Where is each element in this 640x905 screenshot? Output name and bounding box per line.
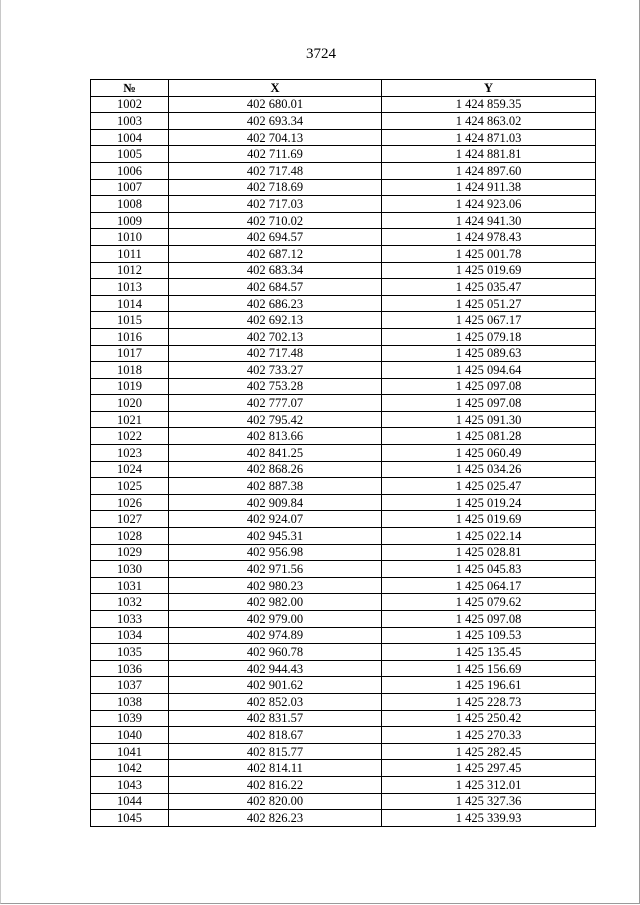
x-coordinate-cell: 402 692.13 [169,312,382,329]
coordinates-table [90,79,596,827]
table-row [91,693,596,710]
x-coordinate-cell: 402 813.66 [169,428,382,445]
x-coordinate-cell: 402 971.56 [169,561,382,578]
point-number-cell: 1014 [91,295,169,312]
y-coordinate-cell: 1 425 067.17 [382,312,596,329]
x-coordinate-cell: 402 717.03 [169,196,382,213]
x-coordinate-cell: 402 687.12 [169,245,382,262]
point-number-cell: 1007 [91,179,169,196]
point-number-cell: 1016 [91,328,169,345]
y-coordinate-cell: 1 424 978.43 [382,229,596,246]
point-number-cell: 1041 [91,743,169,760]
x-coordinate-cell: 402 945.31 [169,528,382,545]
x-coordinate-cell: 402 777.07 [169,395,382,412]
x-coordinate-cell: 402 980.23 [169,577,382,594]
y-coordinate-cell: 1 424 897.60 [382,162,596,179]
x-coordinate-cell: 402 815.77 [169,743,382,760]
table-row [91,279,596,296]
y-coordinate-cell: 1 424 941.30 [382,212,596,229]
table-row [91,776,596,793]
table-row [91,362,596,379]
table-row [91,312,596,329]
y-coordinate-cell: 1 425 034.26 [382,461,596,478]
point-number-cell: 1030 [91,561,169,578]
y-coordinate-cell: 1 425 228.73 [382,693,596,710]
x-coordinate-cell: 402 944.43 [169,660,382,677]
x-coordinate-cell: 402 924.07 [169,511,382,528]
table-row [91,395,596,412]
point-number-cell: 1035 [91,644,169,661]
header-x: X [169,80,382,97]
x-coordinate-cell: 402 717.48 [169,162,382,179]
x-coordinate-cell: 402 818.67 [169,727,382,744]
x-coordinate-cell: 402 718.69 [169,179,382,196]
header-number: № [91,80,169,97]
x-coordinate-cell: 402 826.23 [169,810,382,827]
point-number-cell: 1006 [91,162,169,179]
x-coordinate-cell: 402 956.98 [169,544,382,561]
point-number-cell: 1015 [91,312,169,329]
x-coordinate-cell: 402 887.38 [169,478,382,495]
point-number-cell: 1012 [91,262,169,279]
table-row [91,245,596,262]
point-number-cell: 1005 [91,146,169,163]
point-number-cell: 1009 [91,212,169,229]
y-coordinate-cell: 1 425 045.83 [382,561,596,578]
y-coordinate-cell: 1 425 135.45 [382,644,596,661]
point-number-cell: 1011 [91,245,169,262]
table-row [91,295,596,312]
point-number-cell: 1038 [91,693,169,710]
table-row [91,478,596,495]
y-coordinate-cell: 1 424 871.03 [382,129,596,146]
y-coordinate-cell: 1 425 297.45 [382,760,596,777]
y-coordinate-cell: 1 425 060.49 [382,445,596,462]
x-coordinate-cell: 402 717.48 [169,345,382,362]
point-number-cell: 1043 [91,776,169,793]
y-coordinate-cell: 1 425 028.81 [382,544,596,561]
x-coordinate-cell: 402 733.27 [169,362,382,379]
y-coordinate-cell: 1 425 109.53 [382,627,596,644]
y-coordinate-cell: 1 425 089.63 [382,345,596,362]
table-row [91,328,596,345]
x-coordinate-cell: 402 974.89 [169,627,382,644]
x-coordinate-cell: 402 702.13 [169,328,382,345]
table-row [91,229,596,246]
table-row [91,113,596,130]
x-coordinate-cell: 402 704.13 [169,129,382,146]
table-row [91,577,596,594]
x-coordinate-cell: 402 841.25 [169,445,382,462]
x-coordinate-cell: 402 683.34 [169,262,382,279]
table-row [91,544,596,561]
y-coordinate-cell: 1 425 097.08 [382,611,596,628]
point-number-cell: 1022 [91,428,169,445]
x-coordinate-cell: 402 680.01 [169,96,382,113]
table-row [91,727,596,744]
point-number-cell: 1031 [91,577,169,594]
y-coordinate-cell: 1 425 079.18 [382,328,596,345]
y-coordinate-cell: 1 425 022.14 [382,528,596,545]
y-coordinate-cell: 1 425 327.36 [382,793,596,810]
y-coordinate-cell: 1 425 097.08 [382,395,596,412]
x-coordinate-cell: 402 960.78 [169,644,382,661]
table-row [91,262,596,279]
y-coordinate-cell: 1 424 881.81 [382,146,596,163]
y-coordinate-cell: 1 425 079.62 [382,594,596,611]
y-coordinate-cell: 1 424 859.35 [382,96,596,113]
y-coordinate-cell: 1 425 064.17 [382,577,596,594]
point-number-cell: 1010 [91,229,169,246]
point-number-cell: 1008 [91,196,169,213]
x-coordinate-cell: 402 852.03 [169,693,382,710]
table-row [91,594,596,611]
table-row [91,162,596,179]
table-row [91,810,596,827]
point-number-cell: 1026 [91,494,169,511]
table-row [91,428,596,445]
header-y: Y [382,80,596,97]
x-coordinate-cell: 402 710.02 [169,212,382,229]
x-coordinate-cell: 402 979.00 [169,611,382,628]
y-coordinate-cell: 1 425 019.24 [382,494,596,511]
point-number-cell: 1028 [91,528,169,545]
y-coordinate-cell: 1 424 923.06 [382,196,596,213]
point-number-cell: 1002 [91,96,169,113]
table-row [91,627,596,644]
point-number-cell: 1029 [91,544,169,561]
x-coordinate-cell: 402 684.57 [169,279,382,296]
x-coordinate-cell: 402 711.69 [169,146,382,163]
y-coordinate-cell: 1 425 097.08 [382,378,596,395]
y-coordinate-cell: 1 425 081.28 [382,428,596,445]
point-number-cell: 1017 [91,345,169,362]
y-coordinate-cell: 1 425 312.01 [382,776,596,793]
table-row [91,494,596,511]
y-coordinate-cell: 1 425 196.61 [382,677,596,694]
x-coordinate-cell: 402 982.00 [169,594,382,611]
table-row [91,378,596,395]
table-row [91,212,596,229]
x-coordinate-cell: 402 753.28 [169,378,382,395]
point-number-cell: 1045 [91,810,169,827]
table-row [91,345,596,362]
point-number-cell: 1036 [91,660,169,677]
point-number-cell: 1037 [91,677,169,694]
table-row [91,411,596,428]
table-row [91,561,596,578]
page-number: 3724 [306,46,336,62]
y-coordinate-cell: 1 424 863.02 [382,113,596,130]
y-coordinate-cell: 1 424 911.38 [382,179,596,196]
table-row [91,129,596,146]
table-header-row [91,80,596,97]
y-coordinate-cell: 1 425 339.93 [382,810,596,827]
table-row [91,196,596,213]
table-row [91,660,596,677]
y-coordinate-cell: 1 425 156.69 [382,660,596,677]
x-coordinate-cell: 402 901.62 [169,677,382,694]
y-coordinate-cell: 1 425 019.69 [382,262,596,279]
x-coordinate-cell: 402 820.00 [169,793,382,810]
y-coordinate-cell: 1 425 025.47 [382,478,596,495]
table-row [91,179,596,196]
point-number-cell: 1019 [91,378,169,395]
x-coordinate-cell: 402 909.84 [169,494,382,511]
point-number-cell: 1044 [91,793,169,810]
point-number-cell: 1032 [91,594,169,611]
table-row [91,461,596,478]
y-coordinate-cell: 1 425 270.33 [382,727,596,744]
point-number-cell: 1003 [91,113,169,130]
y-coordinate-cell: 1 425 091.30 [382,411,596,428]
point-number-cell: 1039 [91,710,169,727]
y-coordinate-cell: 1 425 250.42 [382,710,596,727]
point-number-cell: 1018 [91,362,169,379]
point-number-cell: 1023 [91,445,169,462]
point-number-cell: 1025 [91,478,169,495]
x-coordinate-cell: 402 795.42 [169,411,382,428]
y-coordinate-cell: 1 425 019.69 [382,511,596,528]
point-number-cell: 1013 [91,279,169,296]
point-number-cell: 1004 [91,129,169,146]
point-number-cell: 1034 [91,627,169,644]
point-number-cell: 1020 [91,395,169,412]
y-coordinate-cell: 1 425 282.45 [382,743,596,760]
point-number-cell: 1042 [91,760,169,777]
table-row [91,445,596,462]
x-coordinate-cell: 402 693.34 [169,113,382,130]
table-row [91,611,596,628]
table-row [91,677,596,694]
table-row [91,511,596,528]
table-row [91,644,596,661]
x-coordinate-cell: 402 868.26 [169,461,382,478]
table-row [91,146,596,163]
point-number-cell: 1024 [91,461,169,478]
table-row [91,793,596,810]
x-coordinate-cell: 402 694.57 [169,229,382,246]
x-coordinate-cell: 402 814.11 [169,760,382,777]
table-row [91,528,596,545]
point-number-cell: 1040 [91,727,169,744]
point-number-cell: 1033 [91,611,169,628]
table-row [91,96,596,113]
x-coordinate-cell: 402 816.22 [169,776,382,793]
y-coordinate-cell: 1 425 001.78 [382,245,596,262]
x-coordinate-cell: 402 686.23 [169,295,382,312]
point-number-cell: 1027 [91,511,169,528]
y-coordinate-cell: 1 425 035.47 [382,279,596,296]
table-row [91,710,596,727]
point-number-cell: 1021 [91,411,169,428]
table-body [91,96,596,826]
table-row [91,743,596,760]
y-coordinate-cell: 1 425 051.27 [382,295,596,312]
y-coordinate-cell: 1 425 094.64 [382,362,596,379]
x-coordinate-cell: 402 831.57 [169,710,382,727]
table-row [91,760,596,777]
